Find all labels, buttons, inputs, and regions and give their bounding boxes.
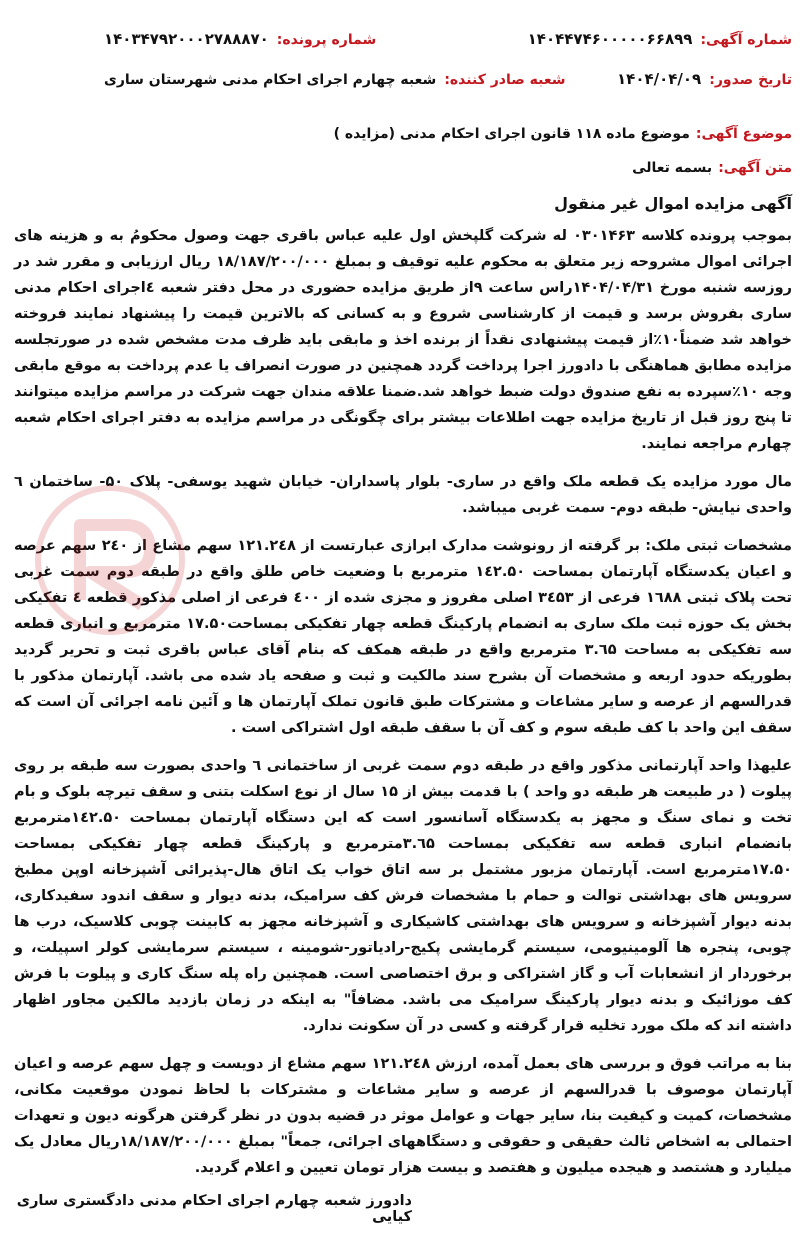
body-text-value: بسمه تعالی bbox=[632, 160, 713, 176]
ad-number-label: شماره آگهی: bbox=[700, 32, 792, 48]
subject-value: موضوع ماده ۱۱۸ قانون اجرای احکام مدنی (مزایده ) bbox=[333, 126, 690, 142]
notice-title: آگهی مزایده اموال غیر منقول bbox=[554, 194, 792, 213]
meta-row-1 bbox=[14, 30, 792, 66]
paragraph-registration-details: مشخصات ثبتی ملک: بر گرفته از رونوشت مدارک ابرازی عبارتست از ۱۲۱.۲٤۸ سهم مشاع از ۲٤۰ سهم عرصه و اعیان یکدستگاه آپارتمان بمساحت ۱٤۲.۵۰ مترمربع با وضعیت خاص طلق واقع در طبقه دوم سمت غربی تحت پلاک ثبتی ۱٦۸۸ فرعی از ۳٤۵۳ اصلی مفروز و مجزی شده از ٤۰۰ فرعی از اصلی مذکور قطعه ٤ تفکیکی بخش یک حوزه ثبت ملک ساری به انضمام پارکینگ قطعه چهار تفکیکی بمساحت۱۷.۵۰ مترمربع و انباری قطعه سه تفکیکی به مساحت ۳.٦۵ مترمربع واقع در طبقه همکف که بنام آقای عباس باقری ثبت و تحریر گردید بطوریکه حدود اربعه و مشخصات آن بشرح سند مالکیت و ثبت و صفحه یاد شده می باشد. آپارتمان مذکور با قدرالسهم از عرصه و سایر مشاعات و مشترکات طبق قانون تملک آپارتمان ها و آئین نامه اجرائی آن است که سقف این واحد با کف طبقه سوم و کف آن با سقف طبقه اول اشتراکی است . bbox=[14, 538, 793, 736]
issuer-field bbox=[104, 72, 566, 88]
paragraph-property-location: مال مورد مزایده یک قطعه ملک واقع در ساری- بلوار پاسداران- خیابان شهید یوسفی- پلاک ۵۰- ساختمان ٦ واحدی نیایش- طبقه دوم- سمت غربی میباشد. bbox=[14, 474, 792, 516]
issuer-label: شعبه صادر کننده: bbox=[444, 72, 566, 88]
meta-row-2 bbox=[14, 70, 792, 106]
case-number-label: شماره پرونده: bbox=[276, 32, 377, 48]
ad-number-field bbox=[528, 30, 792, 48]
paragraph-valuation: بنا به مراتب فوق و بررسی های بعمل آمده، ارزش ۱۲۱.۲٤۸ سهم مشاع از دویست و چهل سهم عرصه و اعیان آپارتمان موصوف با قدرالسهم از عرصه و سایر مشاعات و مشترکات با لحاظ نمودن موقعیت مکانی، مشخصات، کمیت و کیفیت بنا، سایر جهات و عوامل موثر در قضیه بدون در نظر گرفتن هرگونه دیون و تعهدات احتمالی به اشخاص ثالث حقیقی و حقوقی و دستگاههای اجرائی، جمعاً" بمبلغ ۱۸/۱۸۷/۲۰۰/۰۰۰ریال معادل یک میلیارد و هشتصد و هیجده میلیون و هفتصد و بیست هزار تومان تعیین و اعلام گردید. bbox=[14, 1056, 792, 1176]
subject-line bbox=[14, 126, 792, 142]
case-number-field bbox=[104, 30, 376, 48]
issue-date-label: تاریخ صدور: bbox=[709, 72, 792, 88]
issue-date-value: ۱۴۰۴/۰۴/۰۹ bbox=[617, 70, 702, 88]
case-number-value: ۱۴۰۳۴۷۹۲۰۰۰۲۷۸۸۸۷۰ bbox=[104, 30, 269, 48]
subject-label: موضوع آگهی: bbox=[695, 126, 792, 142]
issuer-value: شعبه چهارم اجرای احکام مدنی شهرستان ساری bbox=[104, 72, 437, 88]
ad-number-value: ۱۴۰۴۴۷۴۶۰۰۰۰۰۶۶۸۹۹ bbox=[527, 30, 693, 48]
paragraph-property-description: علیهذا واحد آپارتمانی مذکور واقع در طبقه دوم سمت غربی از ساختمانی ٦ واحدی بصورت سه طبقه بر روی پیلوت ( در طبیعت هر طبقه دو واحد ) با قدمت بیش از ۱۵ سال از نوع اسکلت بتنی و سقف تیرچه بلوک و بام تخت و نمای سنگ و مجهز به یکدستگاه آسانسور است که این دستگاه آپارتمان بمساحت ۱٤۲.۵۰مترمربع بانضمام انباری قطعه سه تفکیکی بمساحت ۳.٦۵مترمربع و پارکینگ قطعه چهار تفکیکی بمساحت ۱۷.۵۰مترمربع است. آپارتمان مزبور مشتمل بر سه اتاق خواب یک اتاق هال-پذیرائی آشپزخانه اوپن مطبخ سرویس های بهداشتی توالت و حمام با مشخصات فرش کف سرامیک، بدنه دیوار و سقف اندود سفیدکاری، بدنه دیوار آشپزخانه و سرویس های بهداشتی کاشیکاری و آشپزخانه مجهز به کابینت چوبی کلاسیک، درب ها چوبی، پنجره ها آلومینیومی، سیستم گرمایشی پکیج-رادیاتور-شومینه ، سیستم سرمایشی کولر اسپیلت، و برخوردار از انشعابات آب و گاز اشتراکی و برق اختصاصی است. همچنین راه پله سنگ کاری و پیلوت با فرش کف موزائیک و بدنه دیوار پارکینگ سرامیک می باشد. مضافاً" به اینکه در زمان بازدید مالکین مجاور اظهار داشته اند که ملک مورد تخلیه قرار گرفته و کسی در آن سکونت ندارد. bbox=[14, 758, 792, 1034]
paragraph-auction-terms: بموجب پرونده کلاسه ۰۳۰۱۴۶۳ له شرکت گلپخش اول علیه عباس باقری جهت وصول محکومُ به و هزینه های اجرائی اموال مشروحه زیر متعلق به محکوم علیه توقیف و بمبلغ ۱۸/۱۸۷/۲۰۰/۰۰۰ ریال ارزیابی و مقرر شد در روزسه شنبه مورخ ۱۴۰۴/۰۴/۳۱راس ساعت ۹از طریق مزایده حضوری در محل دفتر شعبه ٤اجرای احکام مدنی ساری بفروش برسد و قیمت از کارشناسی شروع و به کسانی که بالاترین قیمت را پیشنهاد نمایند فروخته خواهد شد ضمناً۱۰٪از قیمت پیشنهادی نقداً از برنده اخذ و مابقی باید ظرف مدت مشخص شده در صورتجلسه مزایده مطابق هماهنگی با دادورز اجرا پرداخت گردد همچنین در صورت انصراف یا عدم پرداخت به موقع مابقی وجه ۱۰٪سپرده به نفع صندوق دولت ضبط خواهد شد.ضمنا علاقه مندان جهت شرکت در مراسم مزایده میتوانند تا پنج روز قبل از تاریخ مزایده جهت اطلاعات بیشتر برای چگونگی در مراسم مزایده به دفتر اجرای احکام شعبه چهارم مراجعه نمایند. bbox=[14, 228, 792, 452]
signature: دادورز شعبه چهارم اجرای احکام مدنی دادگستری ساری کیایی bbox=[16, 1193, 412, 1225]
issue-date-field bbox=[617, 70, 792, 88]
body-text-line bbox=[14, 160, 792, 176]
body-text-label: متن آگهی: bbox=[718, 160, 792, 176]
